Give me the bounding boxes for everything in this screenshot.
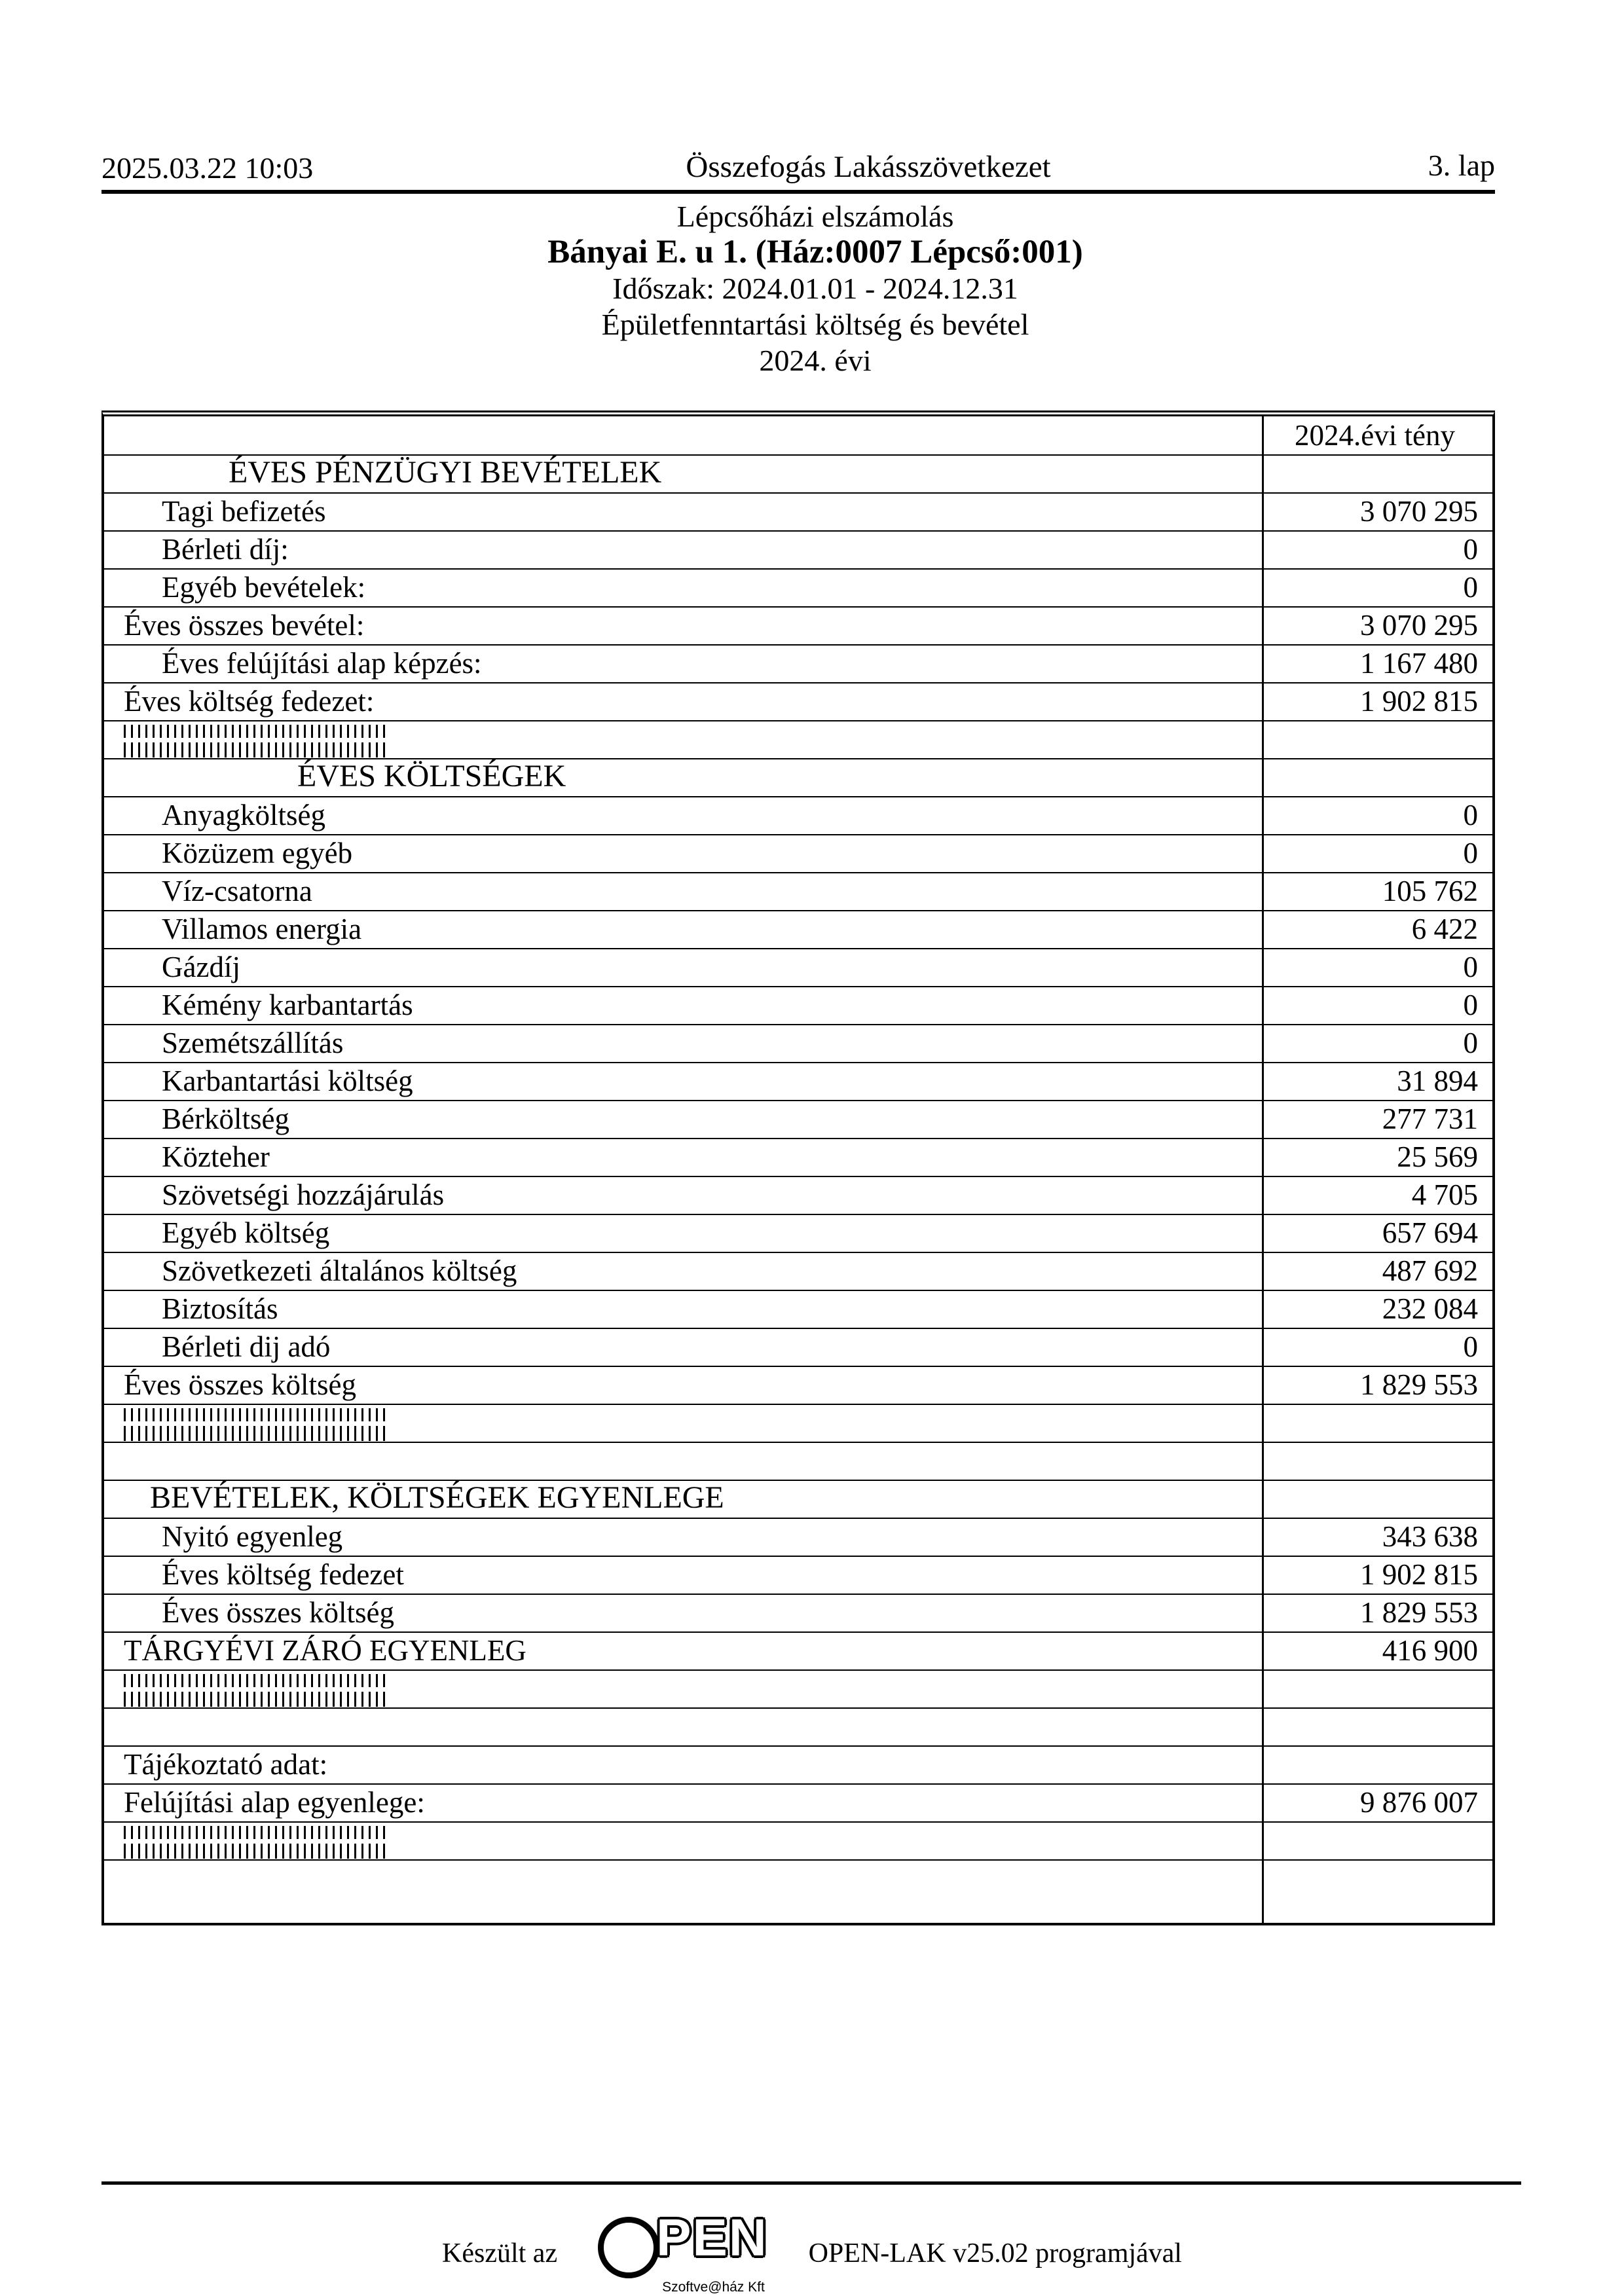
row-value: 1 902 815 bbox=[1360, 685, 1478, 718]
row-value-cell bbox=[1264, 949, 1492, 986]
row-label-cell bbox=[104, 683, 1264, 720]
row-label-cell bbox=[104, 1443, 1264, 1480]
table-row-spacer bbox=[104, 1443, 1492, 1481]
table-row-hatch bbox=[104, 721, 1492, 759]
section-title: ÉVES KÖLTSÉGEK bbox=[297, 759, 566, 793]
row-label: Szövetségi hozzájárulás bbox=[162, 1178, 445, 1211]
table-row bbox=[104, 494, 1492, 532]
row-label-cell bbox=[104, 873, 1264, 910]
row-label-cell bbox=[104, 1139, 1264, 1176]
print-datetime: 2025.03.22 10:03 bbox=[101, 151, 314, 185]
table-row bbox=[104, 1025, 1492, 1063]
table-row bbox=[104, 911, 1492, 949]
row-value-cell bbox=[1264, 1595, 1492, 1631]
year-title: 2024. évi bbox=[759, 344, 872, 377]
page-number: 3. lap bbox=[1428, 149, 1495, 182]
row-value: 3 070 295 bbox=[1360, 495, 1478, 528]
row-label: Éves költség fedezet: bbox=[124, 685, 375, 718]
table-row bbox=[104, 646, 1492, 683]
row-label: Egyéb költség bbox=[162, 1216, 330, 1249]
row-label-cell bbox=[104, 911, 1264, 948]
row-value-cell bbox=[1264, 1519, 1492, 1556]
row-label: Tagi befizetés bbox=[162, 495, 326, 528]
row-label: Éves költség fedezet bbox=[162, 1558, 404, 1591]
row-label-cell bbox=[104, 1823, 1264, 1859]
row-value-cell bbox=[1264, 1177, 1492, 1214]
row-label: Szövetkezeti általános költség bbox=[162, 1254, 517, 1287]
row-value-cell bbox=[1264, 1405, 1492, 1442]
row-value: 0 bbox=[1463, 1027, 1478, 1059]
row-label-cell bbox=[104, 1291, 1264, 1328]
row-value-cell bbox=[1264, 911, 1492, 948]
hatch-pattern bbox=[124, 1826, 386, 1859]
program-credit-text: OPEN-LAK v25.02 programjával bbox=[808, 2238, 1182, 2269]
settlement-table bbox=[101, 410, 1495, 1925]
table-row-total bbox=[104, 1785, 1492, 1823]
row-value-cell bbox=[1264, 1025, 1492, 1062]
report-type-title: Lépcsőházi elszámolás bbox=[676, 200, 954, 233]
row-label-cell bbox=[104, 797, 1264, 834]
row-value-cell bbox=[1264, 1291, 1492, 1328]
section-title: ÉVES PÉNZÜGYI BEVÉTELEK bbox=[229, 455, 662, 490]
row-value: 0 bbox=[1463, 799, 1478, 831]
row-value-cell bbox=[1264, 1215, 1492, 1252]
row-label-cell bbox=[104, 1025, 1264, 1062]
table-row bbox=[104, 835, 1492, 873]
row-label-cell bbox=[104, 1481, 1264, 1518]
row-label-cell bbox=[104, 1633, 1264, 1669]
row-label-cell bbox=[104, 949, 1264, 986]
row-label-cell bbox=[104, 456, 1264, 492]
footer bbox=[0, 2208, 1624, 2295]
table-row bbox=[104, 797, 1492, 835]
row-value-cell bbox=[1264, 1139, 1492, 1176]
table-row bbox=[104, 1253, 1492, 1291]
table-row bbox=[104, 1329, 1492, 1367]
table-row bbox=[104, 1139, 1492, 1177]
row-label-cell bbox=[104, 1785, 1264, 1821]
row-value: 1 167 480 bbox=[1360, 647, 1478, 680]
row-label-cell bbox=[104, 1329, 1264, 1366]
row-value: 3 070 295 bbox=[1360, 609, 1478, 642]
table-row bbox=[104, 1291, 1492, 1329]
table-row-column-header bbox=[104, 416, 1492, 456]
row-label: Kémény karbantartás bbox=[162, 989, 413, 1021]
row-label: Közteher bbox=[162, 1140, 270, 1173]
row-value-cell bbox=[1264, 570, 1492, 606]
row-value: 0 bbox=[1463, 989, 1478, 1021]
row-value-cell bbox=[1264, 873, 1492, 910]
table-row bbox=[104, 1595, 1492, 1633]
row-label: Bérleti dij adó bbox=[162, 1330, 331, 1363]
table-row bbox=[104, 987, 1492, 1025]
row-value-cell bbox=[1264, 494, 1492, 530]
row-label-cell bbox=[104, 1101, 1264, 1138]
table-row bbox=[104, 532, 1492, 570]
row-label: Éves felújítási alap képzés: bbox=[162, 647, 482, 680]
row-label-cell bbox=[104, 1367, 1264, 1404]
row-label-cell bbox=[104, 759, 1264, 796]
row-value-cell bbox=[1264, 1481, 1492, 1518]
table-row bbox=[104, 1063, 1492, 1101]
hatch-pattern bbox=[124, 725, 386, 757]
row-label: Szemétszállítás bbox=[162, 1027, 344, 1059]
table-row bbox=[104, 570, 1492, 608]
row-value: 0 bbox=[1463, 533, 1478, 566]
document-titles bbox=[547, 198, 1082, 378]
made-with-text: Készült az bbox=[442, 2238, 558, 2269]
row-value-cell bbox=[1264, 1785, 1492, 1821]
open-logo-subtext: Szoftve@ház Kft bbox=[662, 2280, 765, 2295]
row-value: 1 829 553 bbox=[1360, 1596, 1478, 1629]
table-row bbox=[104, 1101, 1492, 1139]
table-row bbox=[104, 873, 1492, 911]
row-label: Felújítási alap egyenlege: bbox=[124, 1786, 425, 1819]
row-label: Egyéb bevételek: bbox=[162, 571, 366, 604]
row-value-cell bbox=[1264, 1671, 1492, 1707]
row-value-cell bbox=[1264, 1747, 1492, 1783]
row-label-cell bbox=[104, 494, 1264, 530]
row-value: 657 694 bbox=[1382, 1216, 1478, 1249]
hatch-pattern bbox=[124, 1674, 386, 1707]
section-title: BEVÉTELEK, KÖLTSÉGEK EGYENLEGE bbox=[150, 1480, 724, 1515]
row-value-cell bbox=[1264, 1557, 1492, 1594]
row-label: Karbantartási költség bbox=[162, 1065, 413, 1097]
table-row-spacer bbox=[104, 1861, 1492, 1923]
row-label: Éves összes költség bbox=[124, 1368, 356, 1401]
row-value-cell bbox=[1264, 1329, 1492, 1366]
hatch-pattern bbox=[124, 1408, 386, 1441]
row-value: 0 bbox=[1463, 571, 1478, 604]
row-value-cell bbox=[1264, 1823, 1492, 1859]
row-value: 343 638 bbox=[1382, 1520, 1478, 1553]
table-row-section bbox=[104, 1481, 1492, 1519]
row-value: 416 900 bbox=[1382, 1634, 1478, 1667]
row-label: Gázdíj bbox=[162, 951, 240, 983]
row-value: 0 bbox=[1463, 837, 1478, 869]
row-label-cell bbox=[104, 608, 1264, 644]
table-row-total bbox=[104, 1633, 1492, 1671]
period-title: Időszak: 2024.01.01 - 2024.12.31 bbox=[612, 272, 1018, 305]
table-row bbox=[104, 1177, 1492, 1215]
row-value: 0 bbox=[1463, 1330, 1478, 1363]
open-logo-word: PEN bbox=[656, 2208, 768, 2267]
row-value: 1 829 553 bbox=[1360, 1368, 1478, 1401]
row-label-cell bbox=[104, 1595, 1264, 1631]
row-label-cell bbox=[104, 1557, 1264, 1594]
building-title: Bányai E. u 1. (Ház:0007 Lépcső:001) bbox=[547, 234, 1083, 270]
table-row bbox=[104, 1215, 1492, 1253]
row-label-cell bbox=[104, 416, 1264, 454]
row-value: 277 731 bbox=[1382, 1102, 1478, 1135]
subject-title: Épületfenntartási költség és bevétel bbox=[601, 308, 1029, 341]
open-logo-circle-icon bbox=[598, 2217, 659, 2278]
row-value: 6 422 bbox=[1411, 913, 1478, 945]
row-value: 487 692 bbox=[1382, 1254, 1478, 1287]
row-label: Bérleti díj: bbox=[162, 533, 289, 566]
row-value-cell bbox=[1264, 1633, 1492, 1669]
row-label-cell bbox=[104, 1747, 1264, 1783]
row-label: Bérköltség bbox=[162, 1102, 289, 1135]
row-label: Tájékoztató adat: bbox=[124, 1748, 328, 1781]
row-value: 1 902 815 bbox=[1360, 1558, 1478, 1591]
row-value-cell bbox=[1264, 1253, 1492, 1290]
row-value-cell bbox=[1264, 646, 1492, 682]
row-value-cell bbox=[1264, 1063, 1492, 1100]
row-label: Anyagköltség bbox=[162, 799, 325, 831]
table-row bbox=[104, 1519, 1492, 1557]
footer-divider bbox=[101, 2181, 1521, 2185]
row-value-cell bbox=[1264, 683, 1492, 720]
row-value-cell bbox=[1264, 1367, 1492, 1404]
row-label: Nyitó egyenleg bbox=[162, 1520, 343, 1553]
row-value-cell bbox=[1264, 532, 1492, 568]
row-label-cell bbox=[104, 987, 1264, 1024]
table-row-total bbox=[104, 683, 1492, 721]
row-value-cell bbox=[1264, 721, 1492, 758]
row-label: Biztosítás bbox=[162, 1292, 278, 1325]
table-row bbox=[104, 1557, 1492, 1595]
table-row-section bbox=[104, 456, 1492, 494]
row-value-cell bbox=[1264, 987, 1492, 1024]
table-row-hatch bbox=[104, 1405, 1492, 1443]
header-divider bbox=[101, 190, 1495, 194]
row-label-cell bbox=[104, 532, 1264, 568]
row-value-cell bbox=[1264, 1443, 1492, 1480]
row-value-cell bbox=[1264, 835, 1492, 872]
row-value-cell bbox=[1264, 1709, 1492, 1745]
table-row-total bbox=[104, 608, 1492, 646]
row-label-cell bbox=[104, 1405, 1264, 1442]
row-value: 25 569 bbox=[1397, 1140, 1478, 1173]
row-label-cell bbox=[104, 646, 1264, 682]
row-label-cell bbox=[104, 570, 1264, 606]
table-row-section bbox=[104, 759, 1492, 797]
table-row-total bbox=[104, 1367, 1492, 1405]
table-row-total bbox=[104, 1747, 1492, 1785]
row-label: Víz-csatorna bbox=[162, 875, 312, 907]
row-label-cell bbox=[104, 1253, 1264, 1290]
table-row-hatch bbox=[104, 1823, 1492, 1861]
table-row-spacer bbox=[104, 1709, 1492, 1747]
row-label: Közüzem egyéb bbox=[162, 837, 353, 869]
row-value-cell bbox=[1264, 608, 1492, 644]
row-label-cell bbox=[104, 1709, 1264, 1745]
row-value: 232 084 bbox=[1382, 1292, 1478, 1325]
row-label-cell bbox=[104, 721, 1264, 758]
row-label-cell bbox=[104, 835, 1264, 872]
row-label-cell bbox=[104, 1519, 1264, 1556]
row-value: 105 762 bbox=[1382, 875, 1478, 907]
open-logo bbox=[598, 2208, 768, 2295]
table-row bbox=[104, 949, 1492, 987]
row-label-cell bbox=[104, 1177, 1264, 1214]
row-label-cell bbox=[104, 1861, 1264, 1923]
row-value: 0 bbox=[1463, 951, 1478, 983]
row-value-cell bbox=[1264, 1861, 1492, 1923]
row-value: 9 876 007 bbox=[1360, 1786, 1478, 1819]
row-label: Éves összes bevétel: bbox=[124, 609, 365, 642]
row-label: TÁRGYÉVI ZÁRÓ EGYENLEG bbox=[124, 1634, 526, 1667]
row-label-cell bbox=[104, 1063, 1264, 1100]
value-column-header: 2024.évi tény bbox=[1295, 419, 1455, 452]
table-row-hatch bbox=[104, 1671, 1492, 1709]
row-value: 31 894 bbox=[1397, 1065, 1478, 1097]
row-label-cell bbox=[104, 1671, 1264, 1707]
row-value-cell bbox=[1264, 759, 1492, 796]
row-label: Éves összes költség bbox=[162, 1596, 394, 1629]
row-value-cell bbox=[1264, 1101, 1492, 1138]
row-value-cell bbox=[1264, 797, 1492, 834]
row-label: Villamos energia bbox=[162, 913, 362, 945]
row-value-cell bbox=[1264, 456, 1492, 492]
organization-name: Összefogás Lakásszövetkezet bbox=[686, 150, 1051, 184]
row-label-cell bbox=[104, 1215, 1264, 1252]
row-value: 4 705 bbox=[1411, 1178, 1478, 1211]
